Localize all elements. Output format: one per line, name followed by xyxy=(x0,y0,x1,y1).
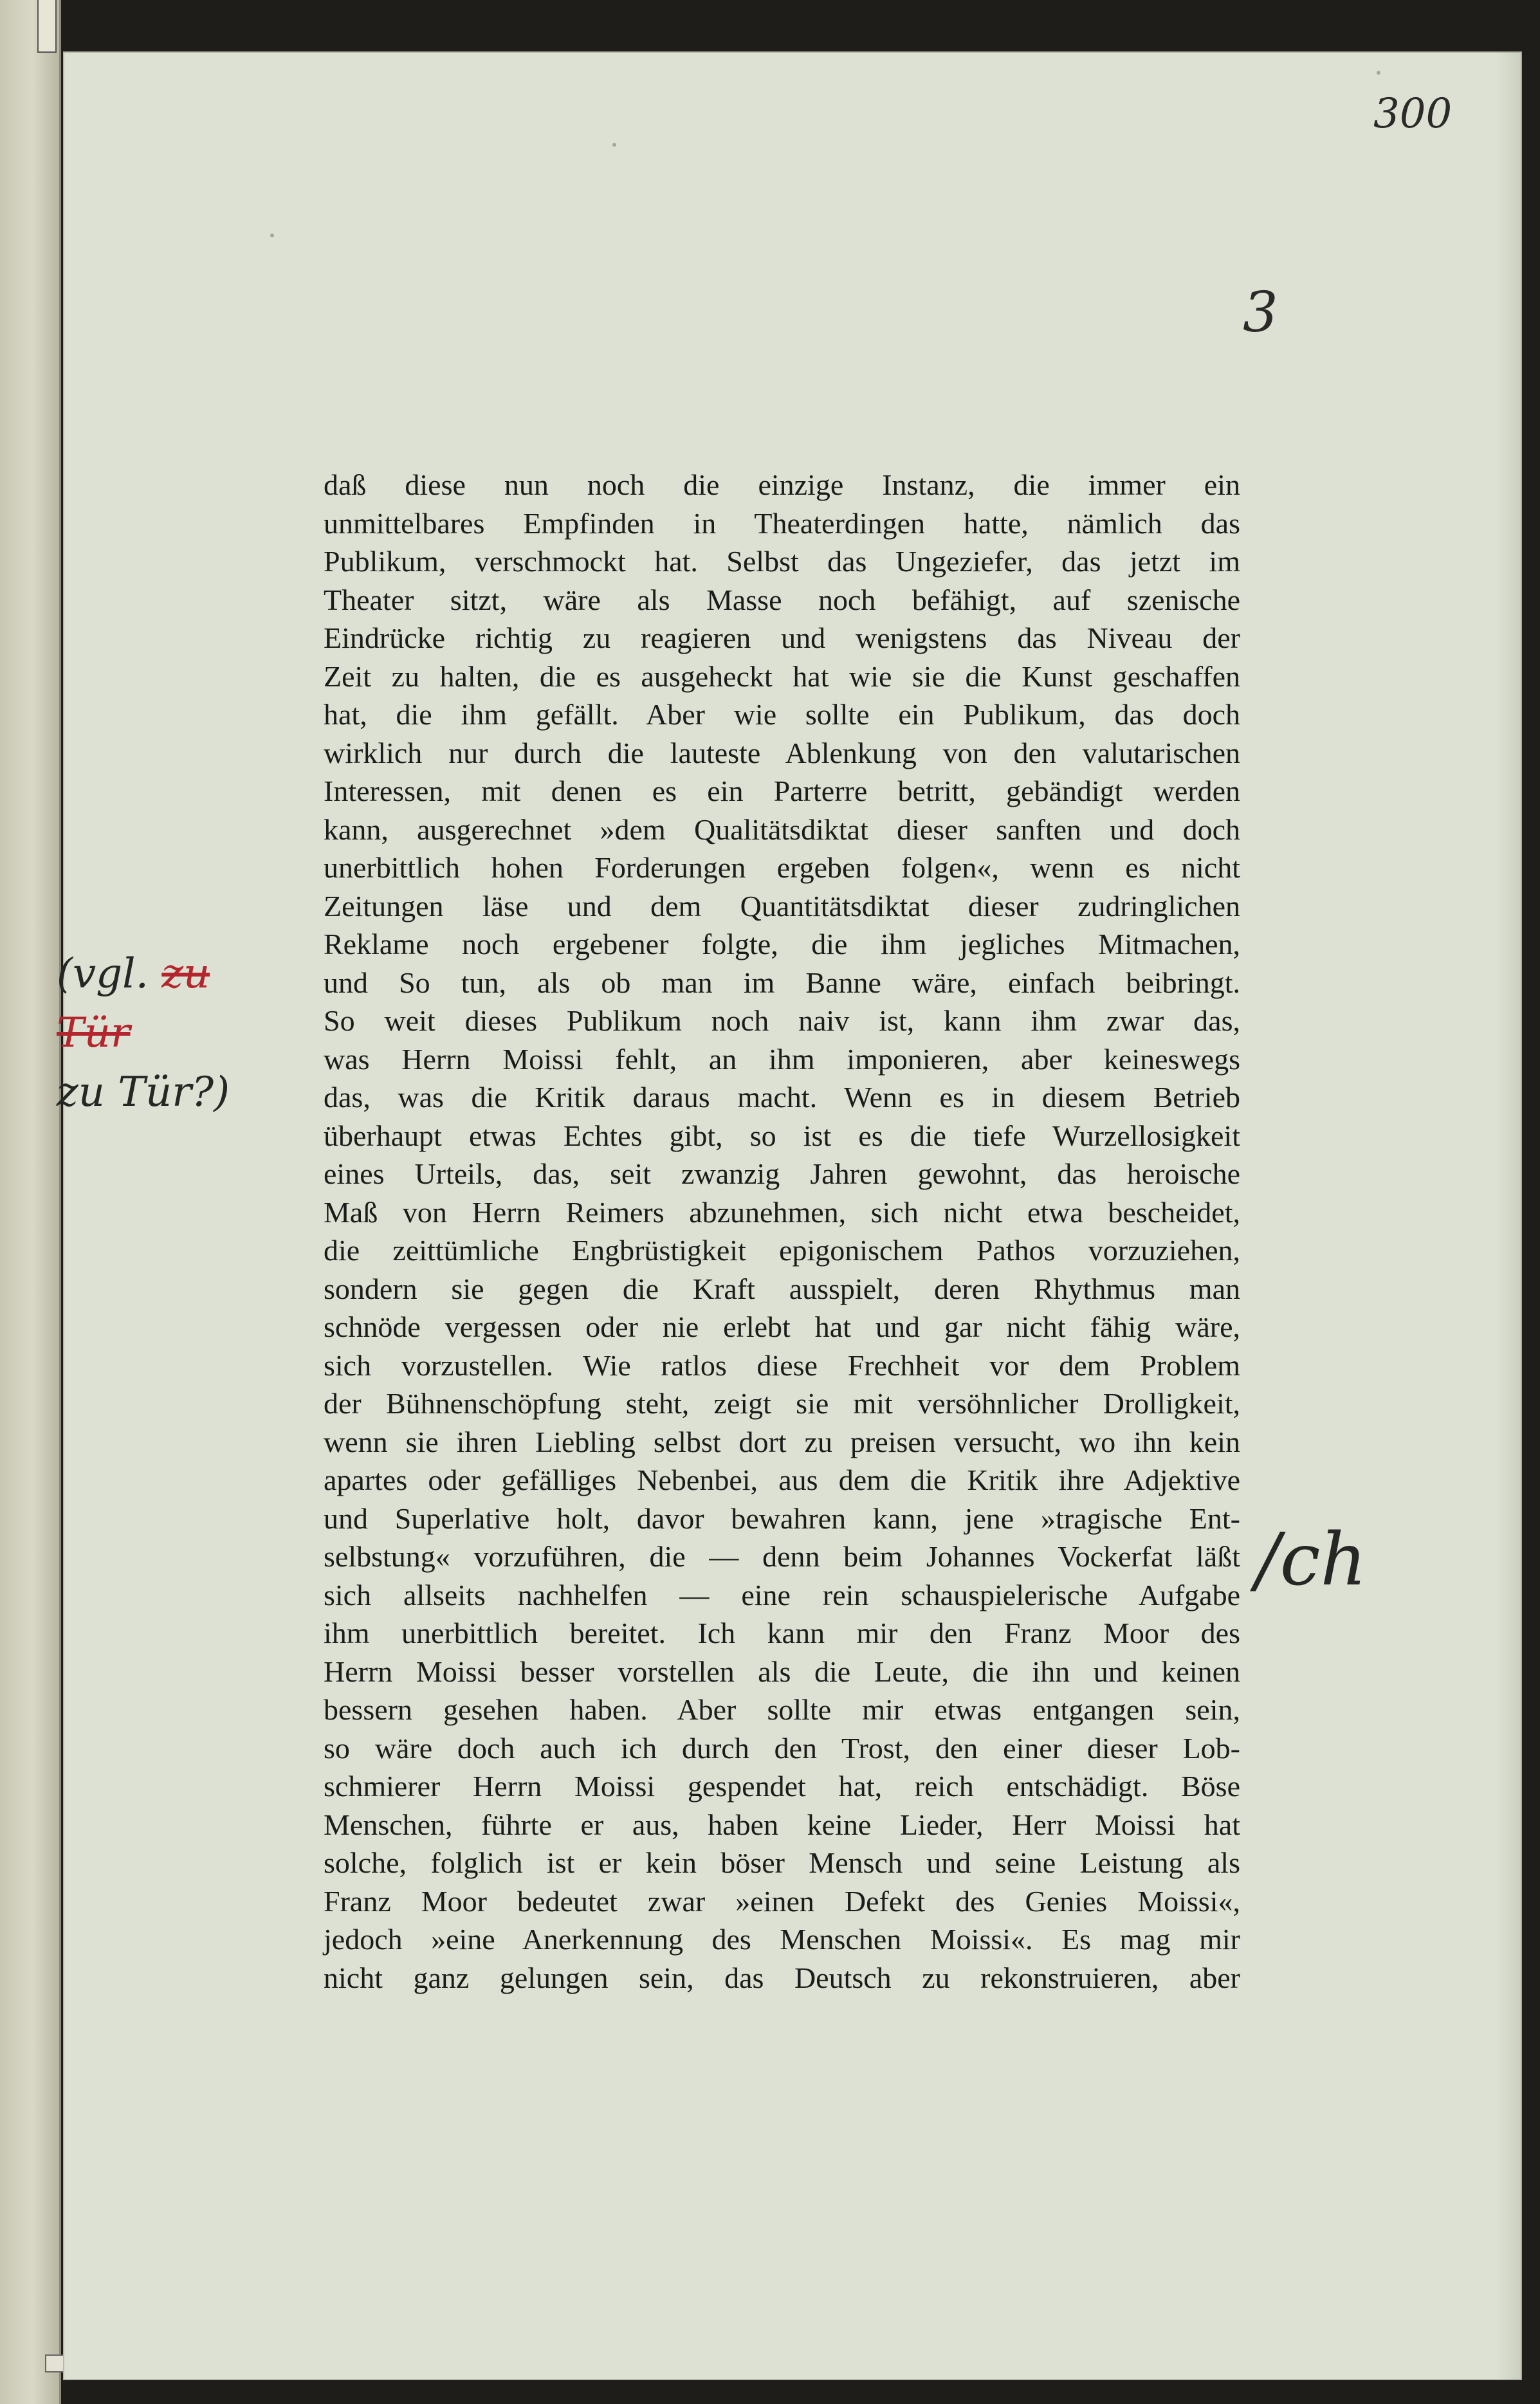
text-line: Menschen, führte er aus, haben keine Lieder, Herr Moissi hat xyxy=(324,1808,1240,1841)
text-line: überhaupt etwas Echtes gibt, so ist es die tiefe Wurzellosigkeit xyxy=(324,1119,1240,1152)
text-line: so wäre doch auch ich durch den Trost, den einer dieser Lob- xyxy=(324,1731,1240,1765)
text-line: solche, folglich ist er kein böser Mensch und seine Leistung als xyxy=(324,1846,1240,1879)
text-line: eines Urteils, das, seit zwanzig Jahren gewohnt, das heroische xyxy=(324,1157,1240,1190)
text-line: und Superlative holt, davor bewahren kann, jene »tragische Ent- xyxy=(324,1501,1240,1535)
text-line: Zeitungen läse und dem Quantitätsdiktat dieser zudringlichen xyxy=(324,889,1240,922)
text-line: Zeit zu halten, die es ausgeheckt hat wie sie die Kunst geschaffen xyxy=(324,659,1240,693)
text-line: Eindrücke richtig zu reagieren und wenigstens das Niveau der xyxy=(324,621,1240,654)
text-line: Herrn Moissi besser vorstellen als die Leute, die ihn und keinen xyxy=(324,1655,1240,1688)
text-line: schnöde vergessen oder nie erlebt hat und gar nicht fähig wäre, xyxy=(324,1310,1240,1343)
text-line: Publikum, verschmockt hat. Selbst das Ungeziefer, das jetzt im xyxy=(324,545,1240,578)
text-line: Franz Moor bedeutet zwar »einen Defekt des Genies Moissi«, xyxy=(324,1884,1240,1918)
paper-speck xyxy=(1377,71,1380,75)
margin-note-left xyxy=(57,944,288,1122)
text-line: hat, die ihm gefällt. Aber wie sollte ein Publikum, das doch xyxy=(324,698,1240,731)
text-line: jedoch »eine Anerkennung des Menschen Moissi«. Es mag mir xyxy=(324,1923,1240,1956)
text-line: sich vorzustellen. Wie ratlos diese Frechheit vor dem Problem xyxy=(324,1348,1240,1382)
text-line: Interessen, mit denen es ein Parterre betritt, gebändigt werden xyxy=(324,775,1240,807)
text-line: schmierer Herrn Moissi gespendet hat, reich entschädigt. Böse xyxy=(324,1770,1240,1803)
text-line: bessern gesehen haben. Aber sollte mir etwas entgangen sein, xyxy=(324,1693,1240,1726)
margin-note-struck: zu Tür xyxy=(57,950,210,1057)
margin-note-after: zu Tür?) xyxy=(57,1069,230,1116)
margin-note-before: (vgl. xyxy=(57,950,162,998)
text-line: das, was die Kritik daraus macht. Wenn es in diesem Betrieb xyxy=(324,1081,1240,1114)
text-line: wirklich nur durch die lauteste Ablenkung von den valutarischen xyxy=(324,736,1240,769)
page-fold-shadow xyxy=(1496,51,1522,2380)
paper-speck xyxy=(612,143,616,147)
text-line: wenn sie ihren Liebling selbst dort zu preisen versucht, wo ihn kein xyxy=(324,1425,1240,1458)
text-line: Reklame noch ergebener folgte, die ihm jegliches Mitmachen, xyxy=(324,928,1240,960)
text-line: So weit dieses Publikum noch naiv ist, kann ihm zwar das, xyxy=(324,1004,1240,1037)
text-line: unerbittlich hohen Forderungen ergeben folgen«, wenn es nicht xyxy=(324,851,1240,884)
text-line: ihm unerbittlich bereitet. Ich kann mir den Franz Moor des xyxy=(324,1617,1240,1649)
text-line: die zeittümliche Engbrüstigkeit epigonischem Pathos vorzuziehen, xyxy=(324,1234,1240,1267)
text-line: nicht ganz gelungen sein, das Deutsch zu rekonstruieren, aber xyxy=(324,1961,1240,1994)
text-line: Theater sitzt, wäre als Masse noch befähigt, auf szenische xyxy=(324,583,1240,616)
text-line: sich allseits nachhelfen — eine rein schauspielerische Aufgabe xyxy=(324,1578,1240,1611)
text-line: kann, ausgerechnet »dem Qualitätsdiktat dieser sanften und doch xyxy=(324,812,1240,846)
text-line: daß diese nun noch die einzige Instanz, die immer ein xyxy=(324,468,1240,501)
text-line: Maß von Herrn Reimers abzunehmen, sich nicht etwa bescheidet, xyxy=(324,1195,1240,1229)
body-text xyxy=(324,466,1240,1997)
text-line: was Herrn Moissi fehlt, an ihm imponieren, aber keineswegs xyxy=(324,1042,1240,1076)
binding-tab xyxy=(37,0,57,53)
text-line: unmittelbares Empfinden in Theaterdingen hatte, nämlich das xyxy=(324,506,1240,540)
text-line: der Bühnenschöpfung steht, zeigt sie mit versöhnlicher Drolligkeit, xyxy=(324,1387,1240,1420)
folio-number: 300 xyxy=(1373,90,1453,138)
adjacent-page-edge xyxy=(0,0,61,2404)
text-line: apartes oder gefälliges Nebenbei, aus dem die Kritik ihre Adjektive xyxy=(324,1464,1240,1496)
margin-note-right: /ch xyxy=(1256,1518,1367,1602)
page-number: 3 xyxy=(1243,280,1278,345)
text-line: und So tun, als ob man im Banne wäre, einfach beibringt. xyxy=(324,966,1240,999)
text-line: selbstung« vorzuführen, die — denn beim Johannes Vockerfat läßt xyxy=(324,1540,1240,1573)
paper-speck xyxy=(270,234,274,237)
text-line: sondern sie gegen die Kraft ausspielt, deren Rhythmus man xyxy=(324,1272,1240,1305)
